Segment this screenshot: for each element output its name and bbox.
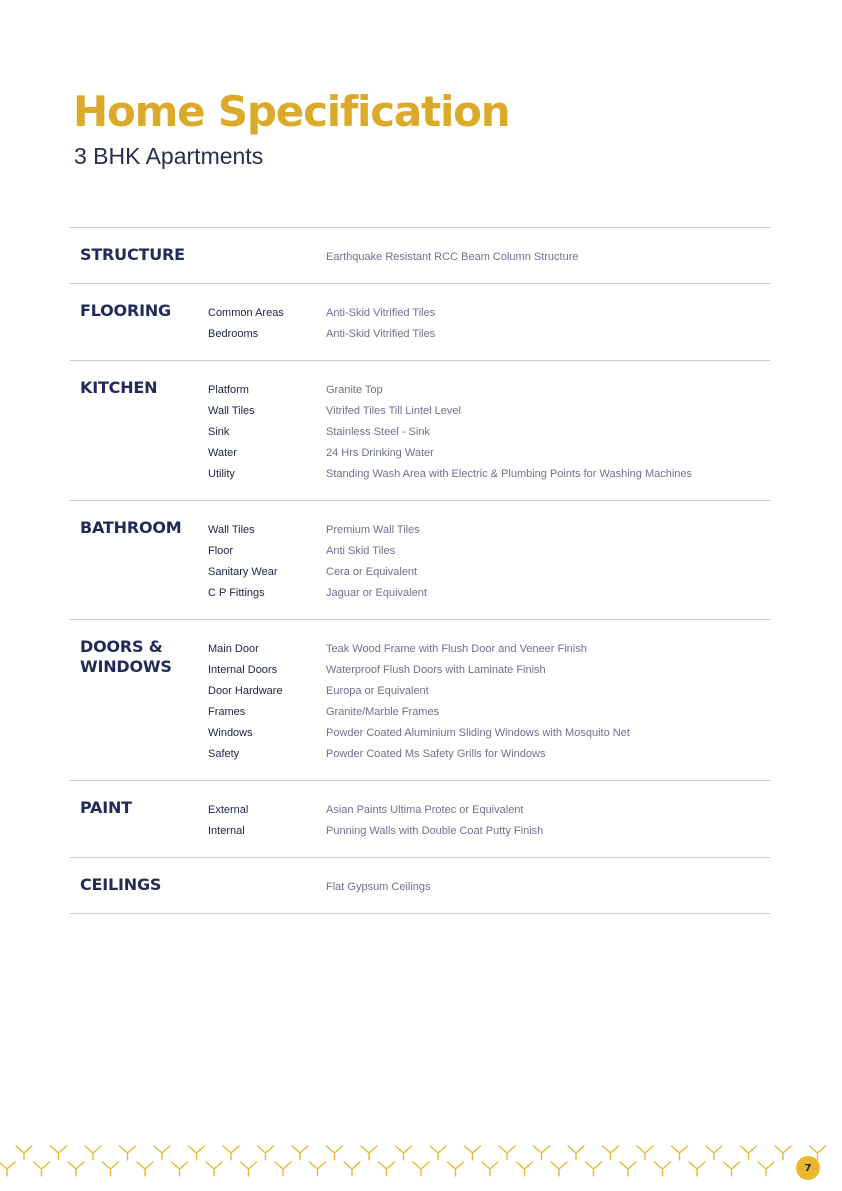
spec-label: Main Door	[208, 642, 259, 655]
chevron-y-mark	[206, 1162, 222, 1176]
spec-section-kitchen	[70, 361, 770, 501]
chevron-y-mark	[637, 1146, 653, 1160]
chevron-y-mark	[68, 1162, 84, 1176]
chevron-y-mark	[310, 1162, 326, 1176]
spec-label: Safety	[208, 747, 240, 760]
spec-value: Anti-Skid Vitrified Tiles	[326, 327, 436, 340]
spec-label: Door Hardware	[208, 684, 283, 697]
section-title: STRUCTURE	[80, 245, 185, 264]
section-title: FLOORING	[80, 301, 171, 320]
spec-row	[70, 582, 770, 603]
spec-label: Sink	[208, 425, 230, 438]
chevron-y-mark	[292, 1146, 308, 1160]
spec-value: Standing Wash Area with Electric & Plumbing Points for Washing Machines	[326, 467, 693, 480]
spec-row	[70, 680, 770, 701]
spec-label: Internal Doors	[208, 663, 278, 676]
spec-value: Anti Skid Tiles	[326, 544, 396, 557]
spec-section-ceilings	[70, 858, 770, 914]
chevron-y-mark	[448, 1162, 464, 1176]
spec-label: Common Areas	[208, 306, 284, 319]
spec-label: Utility	[208, 467, 235, 480]
chevron-y-mark	[120, 1146, 136, 1160]
spec-label: Floor	[208, 544, 234, 557]
chevron-y-mark	[103, 1162, 119, 1176]
spec-value: Punning Walls with Double Coat Putty Finish	[326, 824, 544, 837]
spec-value: Powder Coated Ms Safety Grills for Windows	[326, 747, 546, 760]
chevron-y-mark	[689, 1162, 705, 1176]
spec-label: Water	[208, 446, 237, 459]
spec-value: Cera or Equivalent	[326, 565, 418, 578]
section-title: KITCHEN	[80, 378, 158, 397]
spec-row	[70, 442, 770, 463]
spec-row	[70, 743, 770, 764]
spec-value: Earthquake Resistant RCC Beam Column Structure	[326, 250, 579, 263]
chevron-y-mark	[34, 1162, 50, 1176]
spec-row	[70, 400, 770, 421]
chevron-y-mark	[655, 1162, 671, 1176]
spec-section-structure	[70, 228, 770, 284]
chevron-y-mark	[241, 1162, 257, 1176]
chevron-y-mark	[379, 1162, 395, 1176]
spec-value: Granite/Marble Frames	[326, 705, 440, 718]
chevron-y-mark	[327, 1146, 343, 1160]
spec-table	[70, 227, 770, 914]
chevron-y-mark	[586, 1162, 602, 1176]
chevron-y-mark	[603, 1146, 619, 1160]
spec-label: External	[208, 803, 249, 816]
chevron-y-mark	[568, 1146, 584, 1160]
chevron-y-mark	[344, 1162, 360, 1176]
chevron-y-mark	[275, 1162, 291, 1176]
spec-value: Granite Top	[326, 383, 383, 396]
chevron-y-mark	[465, 1146, 481, 1160]
chevron-y-mark	[534, 1146, 550, 1160]
spec-row	[70, 722, 770, 743]
chevron-y-mark	[499, 1146, 515, 1160]
chevron-y-mark	[551, 1162, 567, 1176]
spec-label: Sanitary Wear	[208, 565, 278, 578]
chevron-y-mark	[172, 1162, 188, 1176]
spec-section-flooring	[70, 284, 770, 361]
chevron-y-mark	[430, 1146, 446, 1160]
spec-row	[70, 323, 770, 344]
page-title: Home Specification	[73, 87, 510, 136]
spec-value: 24 Hrs Drinking Water	[326, 446, 434, 459]
page-number: 7	[796, 1156, 820, 1180]
spec-label: C P Fittings	[208, 586, 265, 599]
spec-section-bathroom	[70, 501, 770, 620]
spec-value: Stainless Steel - Sink	[326, 425, 430, 438]
spec-label: Bedrooms	[208, 327, 259, 340]
spec-value: Europa or Equivalent	[326, 684, 429, 697]
chevron-y-mark	[16, 1146, 32, 1160]
chevron-y-mark	[396, 1146, 412, 1160]
chevron-y-mark	[724, 1162, 740, 1176]
chevron-y-mark	[620, 1162, 636, 1176]
chevron-y-mark	[85, 1146, 101, 1160]
spec-value: Premium Wall Tiles	[326, 523, 420, 536]
spec-value: Powder Coated Aluminium Sliding Windows with Mosquito Net	[326, 726, 630, 739]
chevron-y-mark	[517, 1162, 533, 1176]
spec-value: Vitrifed Tiles Till Lintel Level	[326, 404, 461, 417]
spec-row	[70, 561, 770, 582]
chevron-y-mark	[672, 1146, 688, 1160]
spec-row	[70, 820, 770, 841]
chevron-y-mark	[482, 1162, 498, 1176]
spec-value: Jaguar or Equivalent	[326, 586, 427, 599]
section-title: BATHROOM	[80, 518, 182, 537]
section-title: PAINT	[80, 798, 132, 817]
spec-value: Asian Paints Ultima Protec or Equivalent	[326, 803, 524, 816]
chevron-y-mark	[361, 1146, 377, 1160]
chevron-y-mark	[223, 1146, 239, 1160]
section-title: CEILINGS	[80, 875, 162, 894]
spec-row	[70, 463, 770, 484]
spec-section-doors-windows	[70, 620, 770, 781]
spec-value: Anti-Skid Vitrified Tiles	[326, 306, 436, 319]
spec-value: Teak Wood Frame with Flush Door and Veneer Finish	[326, 642, 587, 655]
spec-label: Wall Tiles	[208, 523, 255, 536]
chevron-y-mark	[741, 1146, 757, 1160]
spec-section-paint	[70, 781, 770, 858]
chevron-y-mark	[0, 1162, 15, 1176]
chevron-y-mark	[775, 1146, 791, 1160]
spec-label: Frames	[208, 705, 246, 718]
chevron-y-mark	[154, 1146, 170, 1160]
spec-value: Flat Gypsum Ceilings	[326, 880, 431, 893]
spec-label: Windows	[208, 726, 253, 739]
chevron-y-mark	[189, 1146, 205, 1160]
y-chevron-pattern-icon	[0, 1138, 842, 1183]
chevron-y-mark	[258, 1146, 274, 1160]
section-title: DOORS & WINDOWS	[80, 637, 172, 676]
spec-value: Waterproof Flush Doors with Laminate Finish	[326, 663, 546, 676]
page-subtitle: 3 BHK Apartments	[74, 143, 264, 169]
chevron-y-mark	[758, 1162, 774, 1176]
chevron-y-mark	[51, 1146, 67, 1160]
spec-label: Wall Tiles	[208, 404, 255, 417]
spec-label: Internal	[208, 824, 245, 837]
spec-row	[70, 421, 770, 442]
spec-label: Platform	[208, 383, 249, 396]
chevron-y-mark	[137, 1162, 153, 1176]
spec-row	[70, 540, 770, 561]
chevron-y-mark	[413, 1162, 429, 1176]
spec-row	[70, 701, 770, 722]
chevron-y-mark	[706, 1146, 722, 1160]
